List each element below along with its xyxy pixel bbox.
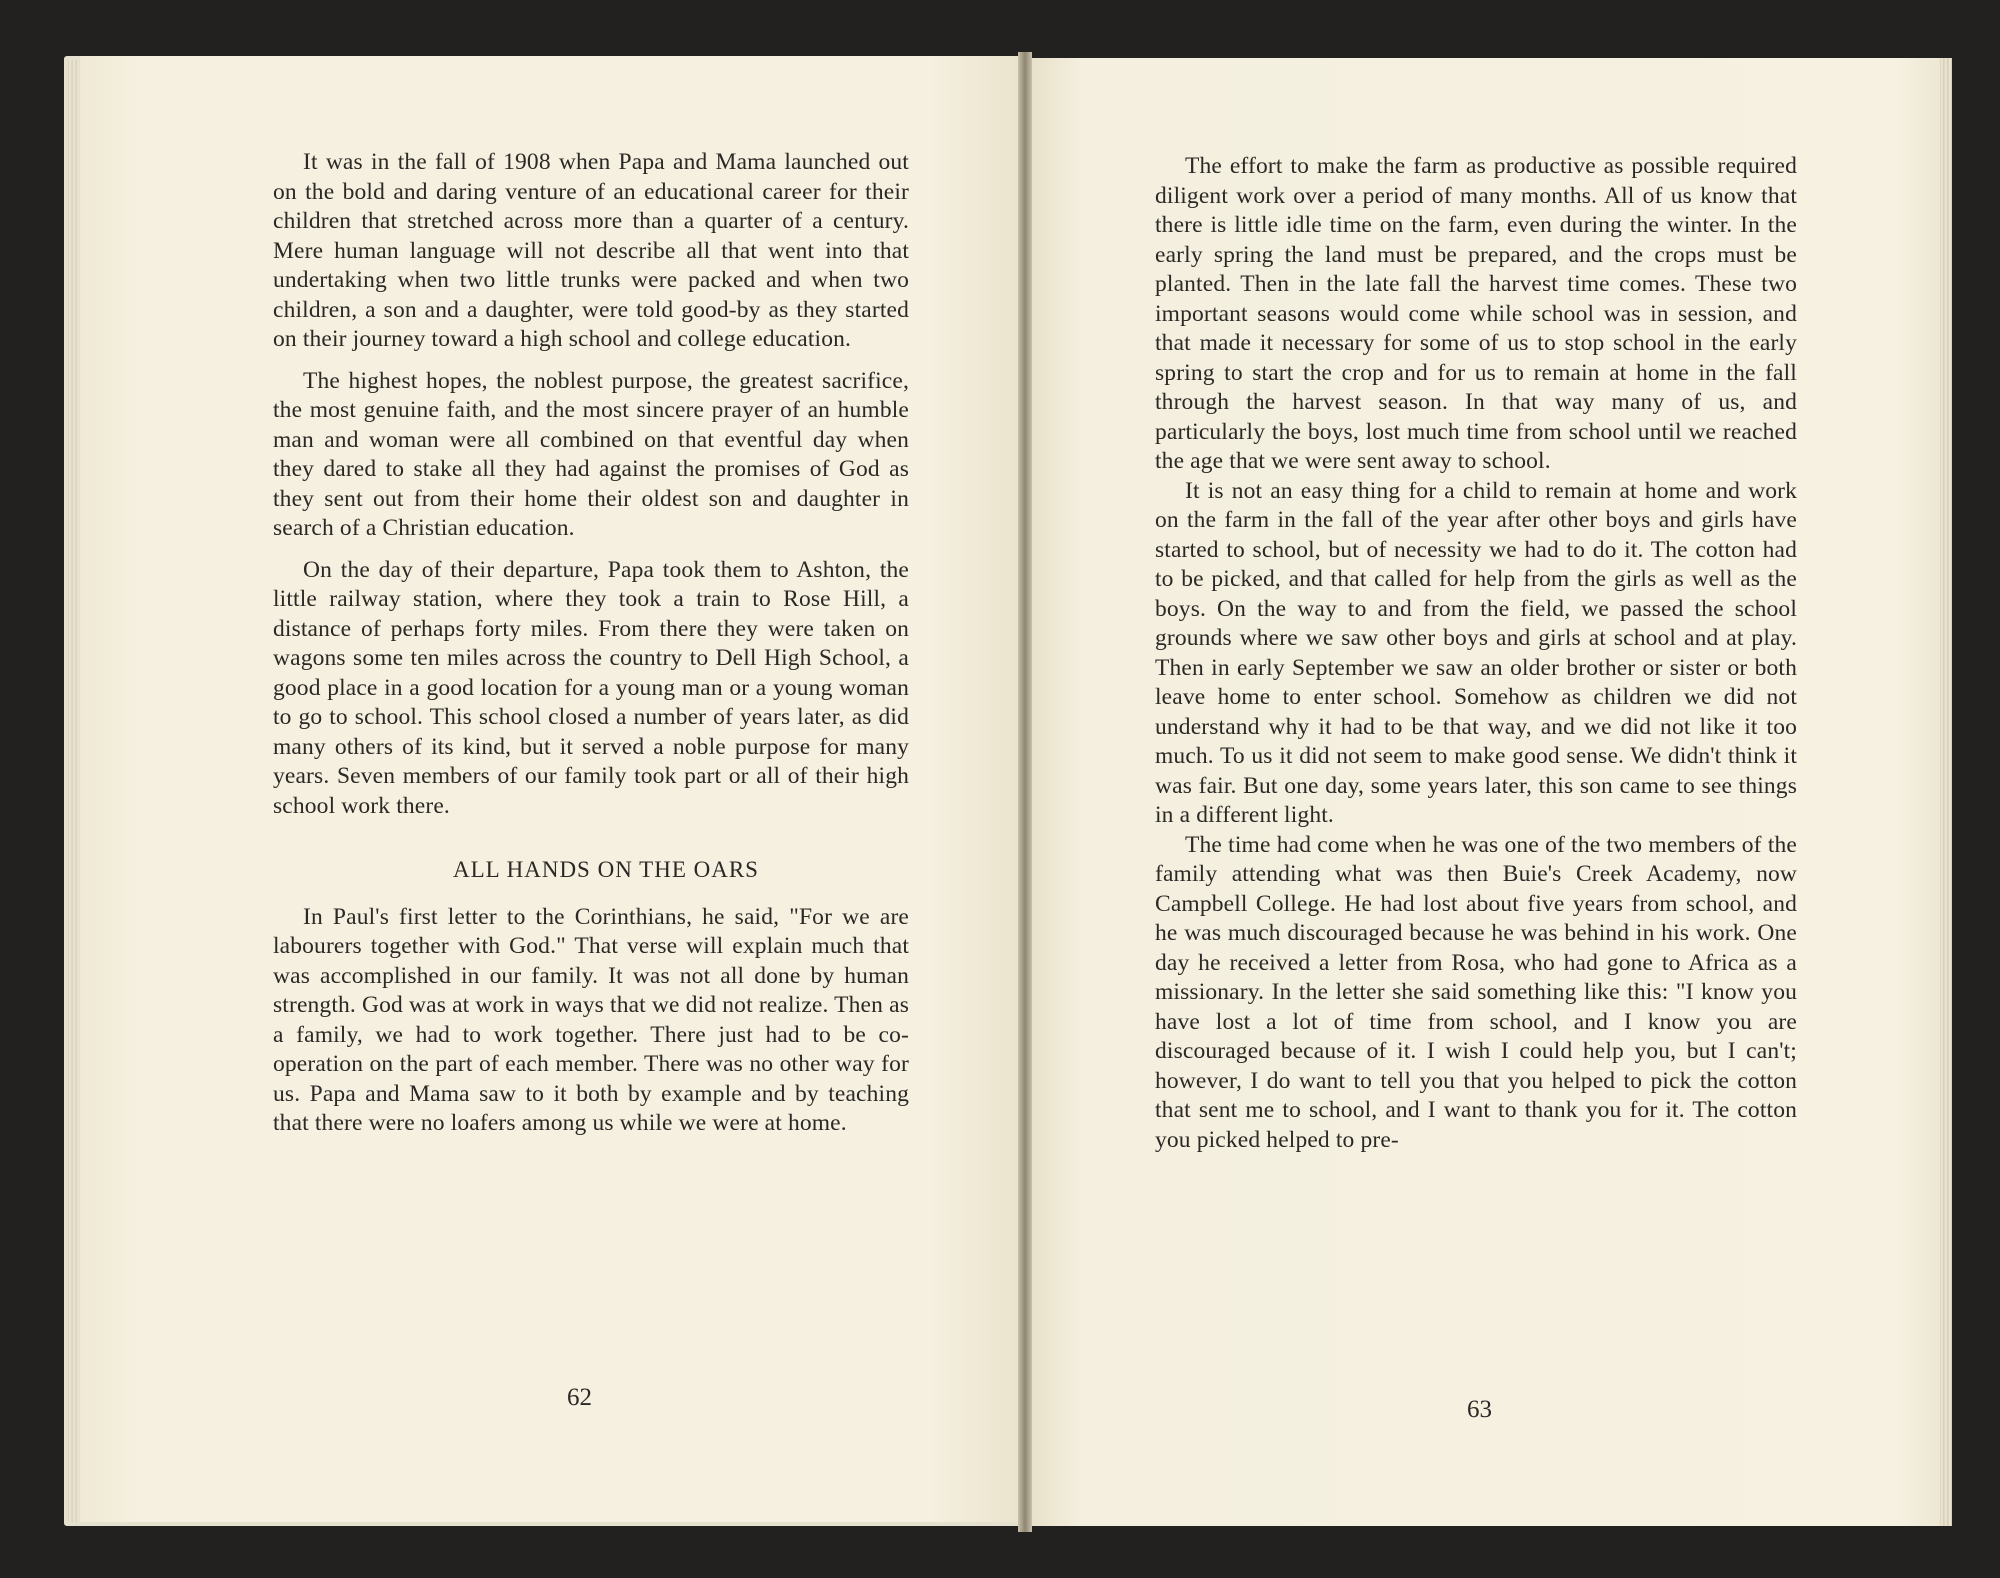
book-gutter <box>1018 52 1032 1532</box>
paragraph: It was in the fall of 1908 when Papa and Mama launched out on the bold and daring venture of an educational career for their children that stretched across more than a quarter of a century. Mere human language will not describe all that went into that undertaking when two little trunks were packed and when two children, a son and a daughter, were told good-by as they started on their journey toward a high school and college education. <box>273 149 909 352</box>
paragraph: It is not an easy thing for a child to remain at home and work on the farm in the fall of the year after other boys and girls have started to school, but of necessity we had to do it. The cotton had to be picked, and that called for help from the girls as well as the boys. On the way to and from the field, we passed the school grounds where we saw other boys and girls at school and at play. Then in early September we saw an older brother or sister or both leave home to enter school. Somehow as children we did not understand why it had to be that way, and we did not like it too much. To us it did not seem to make good sense. We didn't think it was fair. But one day, some years later, this son came to see things in a different light. <box>1155 477 1797 828</box>
paragraph: The effort to make the farm as productive as possible required diligent work over a period of many months. All of us know that there is little idle time on the farm, even during the winter. In the early spring the land must be prepared, and the crops must be planted. Then in the late fall the harvest time comes. These two important seasons would come while school was in session, and that made it necessary for some of us to stop school in the early spring to start the crop and for us to remain at home in the fall through the harvest season. In that way many of us, and particularly the boys, lost much time from school until we reached the age that we were sent away to school. <box>1155 153 1797 474</box>
paragraph: The highest hopes, the noblest purpose, the greatest sacrifice, the most genuine faith, and the most sincere prayer of an humble man and woman were all combined on that eventful day when they dared to stake all they had against the promises of God as they sent out from their home their oldest son and daughter in search of a Christian education. <box>273 367 909 541</box>
section-heading: ALL HANDS ON THE OARS <box>453 857 759 882</box>
right-page-edges <box>1940 58 1952 1526</box>
page-number-right: 63 <box>1467 1396 1492 1423</box>
page-number-left: 62 <box>567 1384 592 1411</box>
right-page-text <box>1155 152 1797 1155</box>
paragraph: On the day of their departure, Papa took them to Ashton, the little railway station, where they took a train to Rose Hill, a distance of perhaps forty miles. From there they were taken on wagons some ten miles across the country to Dell High School, a good place in a good location for a young man or a young woman to go to school. This school closed a number of years later, as did many others of its kind, but it served a noble purpose for many years. Seven members of our family took part or all of their high school work there. <box>273 556 909 819</box>
paragraph: In Paul's first letter to the Corinthians, he said, "For we are labourers together with God." That verse will explain much that was accomplished in our family. It was not all done by human strength. God was at work in ways that we did not realize. Then as a family, we had to work together. There just had to be co-operation on the part of each member. There was no other way for us. Papa and Mama saw to it both by example and by teaching that there were no loafers among us while we were at home. <box>273 903 909 1136</box>
paragraph: The time had come when he was one of the two members of the family attending what was then Buie's Creek Academy, now Campbell College. He had lost about five years from school, and he was much discouraged because he was behind in his work. One day he received a letter from Rosa, who had gone to Africa as a missionary. In the letter she said something like this: "I know you have lost a lot of time from school, and I know you are discouraged because of it. I wish I could help you, but I can't; however, I do want to tell you that you helped to pick the cotton that sent me to school, and I want to thank you for it. The cotton you picked helped to pre- <box>1155 831 1797 1153</box>
left-page-text <box>273 148 909 1151</box>
